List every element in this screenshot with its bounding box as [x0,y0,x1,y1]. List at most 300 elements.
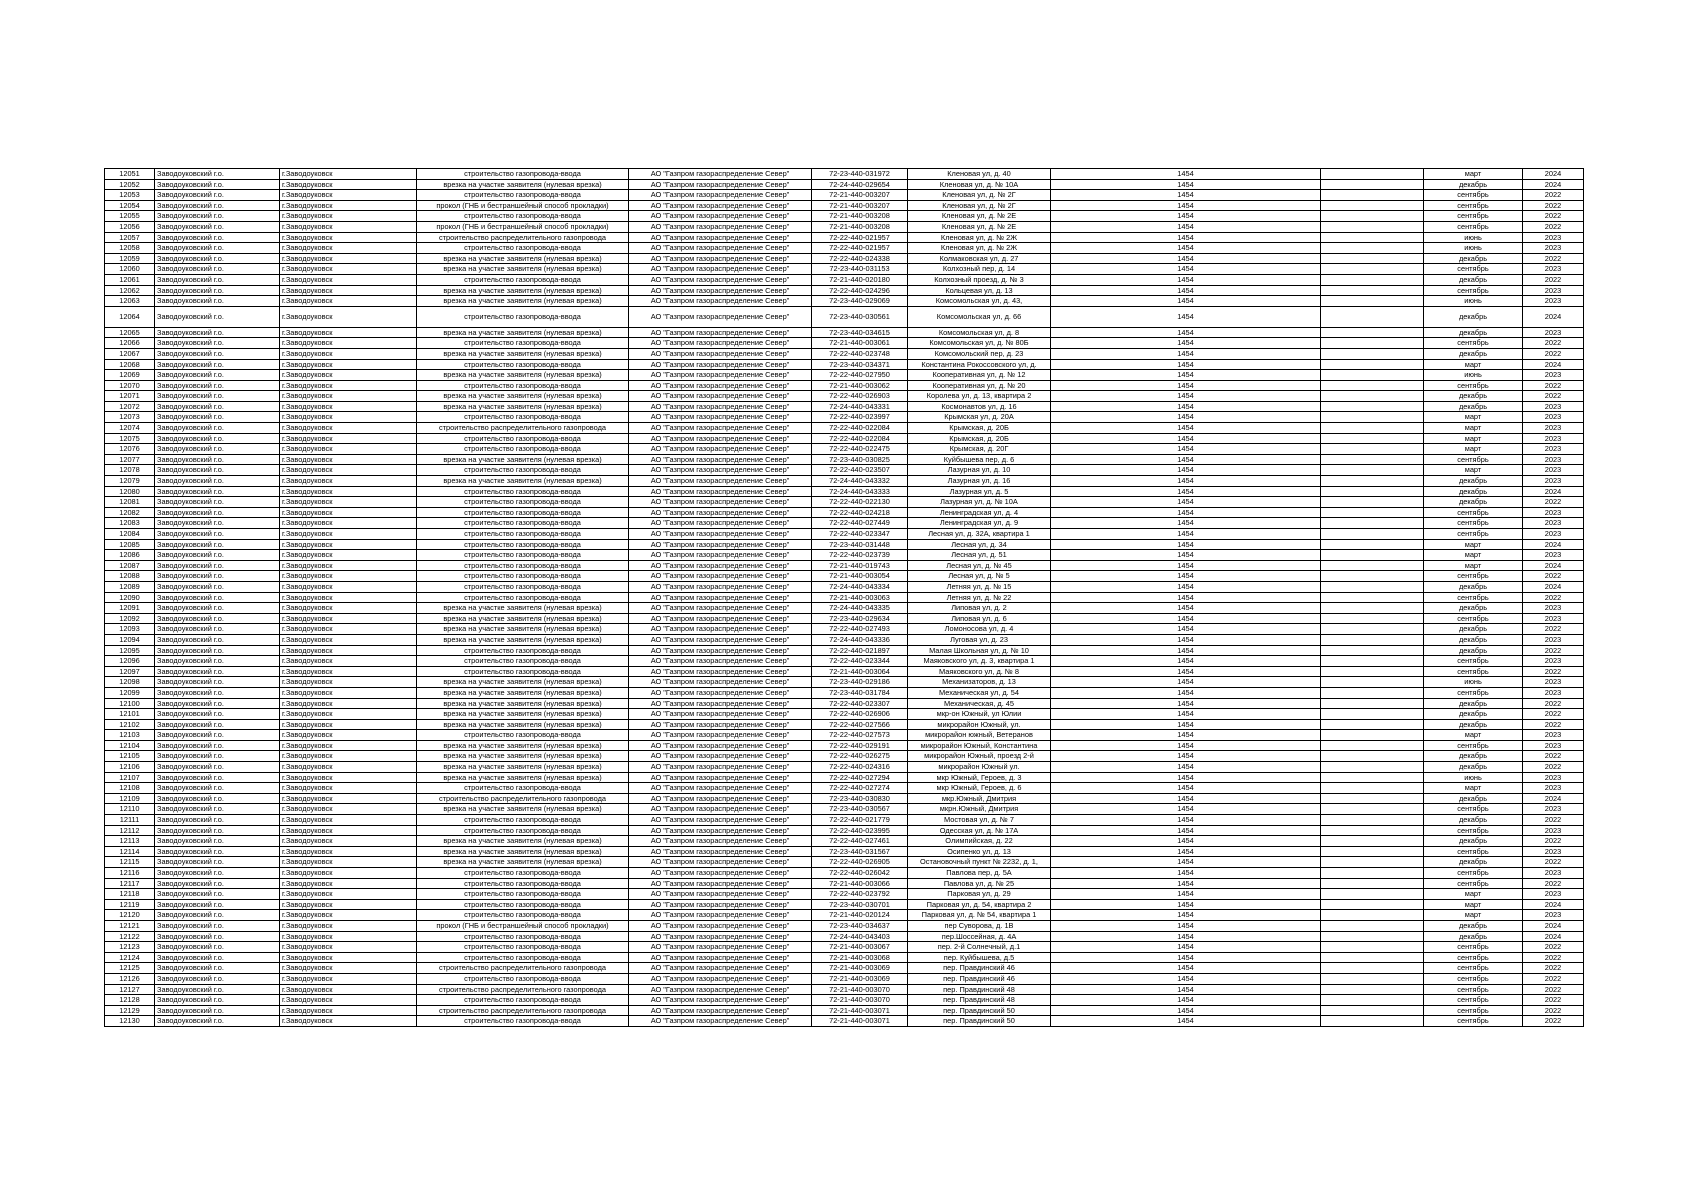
cost-cell: 1454 [1051,581,1321,592]
contract-number-cell: 72-21-440-003070 [812,984,908,995]
year-cell: 2023 [1523,656,1584,667]
work-type-cell: строительство газопровода-ввода [417,952,629,963]
municipality-cell: Заводоуковский г.о. [155,370,280,381]
locality-cell: г.Заводоуковск [280,433,417,444]
month-cell: декабрь [1424,401,1523,412]
locality-cell: г.Заводоуковск [280,995,417,1006]
cost-cell: 1454 [1051,751,1321,762]
contract-number-cell: 72-23-440-029069 [812,296,908,307]
organization-cell: АО "Газпром газораспределение Север" [629,592,812,603]
year-cell: 2023 [1523,687,1584,698]
address-cell: пер. Правдинский 46 [908,963,1051,974]
month-cell: декабрь [1424,306,1523,327]
cost-cell: 1454 [1051,698,1321,709]
municipality-cell: Заводоуковский г.о. [155,529,280,540]
address-cell: Кленовая ул, д. № 2Ж [908,232,1051,243]
empty-cell [1321,592,1424,603]
cost-cell: 1454 [1051,518,1321,529]
row-number-cell: 12095 [105,645,155,656]
locality-cell: г.Заводоуковск [280,169,417,180]
contract-number-cell: 72-21-440-020124 [812,910,908,921]
month-cell: декабрь [1424,603,1523,614]
address-cell: мкр.Южный, Дмитрия [908,793,1051,804]
table-row [105,804,1584,815]
contract-number-cell: 72-21-440-003069 [812,963,908,974]
contract-number-cell: 72-22-440-023748 [812,348,908,359]
year-cell: 2022 [1523,973,1584,984]
contract-number-cell: 72-23-440-034615 [812,327,908,338]
municipality-cell: Заводоуковский г.о. [155,497,280,508]
organization-cell: АО "Газпром газораспределение Север" [629,1005,812,1016]
row-number-cell: 12088 [105,571,155,582]
table-row [105,571,1584,582]
work-type-cell: врезка на участке заявителя (нулевая врезка) [417,179,629,190]
municipality-cell: Заводоуковский г.о. [155,423,280,434]
contract-number-cell: 72-22-440-022084 [812,433,908,444]
work-type-cell: строительство газопровода-ввода [417,444,629,455]
year-cell: 2022 [1523,391,1584,402]
cost-cell: 1454 [1051,973,1321,984]
month-cell: сентябрь [1424,740,1523,751]
contract-number-cell: 72-22-440-026903 [812,391,908,402]
year-cell: 2024 [1523,539,1584,550]
address-cell: пер. Правдинский 48 [908,995,1051,1006]
municipality-cell: Заводоуковский г.о. [155,243,280,254]
row-number-cell: 12085 [105,539,155,550]
table-row [105,783,1584,794]
row-number-cell: 12110 [105,804,155,815]
address-cell: Кооперативная ул, д. № 12 [908,370,1051,381]
cost-cell: 1454 [1051,560,1321,571]
contract-number-cell: 72-21-440-003064 [812,666,908,677]
year-cell: 2023 [1523,804,1584,815]
work-type-cell: врезка на участке заявителя (нулевая врезка) [417,698,629,709]
organization-cell: АО "Газпром газораспределение Север" [629,719,812,730]
work-type-cell: строительство газопровода-ввода [417,783,629,794]
address-cell: Крымская ул, д. 20А [908,412,1051,423]
table-row [105,476,1584,487]
address-cell: Лазурная ул, д. № 10А [908,497,1051,508]
table-row [105,401,1584,412]
organization-cell: АО "Газпром газораспределение Север" [629,952,812,963]
organization-cell: АО "Газпром газораспределение Север" [629,709,812,720]
locality-cell: г.Заводоуковск [280,465,417,476]
address-cell: Кленовая ул, д. № 2Е [908,211,1051,222]
contract-number-cell: 72-21-440-003208 [812,221,908,232]
empty-cell [1321,486,1424,497]
locality-cell: г.Заводоуковск [280,613,417,624]
year-cell: 2023 [1523,518,1584,529]
work-type-cell: строительство газопровода-ввода [417,878,629,889]
month-cell: сентябрь [1424,868,1523,879]
address-cell: Королева ул, д. 13, квартира 2 [908,391,1051,402]
table-row [105,465,1584,476]
row-number-cell: 12060 [105,264,155,275]
address-cell: Комсомольская ул, д. 66 [908,306,1051,327]
work-type-cell: строительство газопровода-ввода [417,910,629,921]
year-cell: 2023 [1523,476,1584,487]
cost-cell: 1454 [1051,613,1321,624]
empty-cell [1321,952,1424,963]
row-number-cell: 12084 [105,529,155,540]
row-number-cell: 12108 [105,783,155,794]
year-cell: 2022 [1523,338,1584,349]
locality-cell: г.Заводоуковск [280,179,417,190]
cost-cell: 1454 [1051,740,1321,751]
cost-cell: 1454 [1051,465,1321,476]
work-type-cell: врезка на участке заявителя (нулевая врезка) [417,772,629,783]
organization-cell: АО "Газпром газораспределение Север" [629,423,812,434]
work-type-cell: врезка на участке заявителя (нулевая врезка) [417,740,629,751]
organization-cell: АО "Газпром газораспределение Север" [629,190,812,201]
cost-cell: 1454 [1051,984,1321,995]
row-number-cell: 12116 [105,868,155,879]
organization-cell: АО "Газпром газораспределение Север" [629,433,812,444]
locality-cell: г.Заводоуковск [280,931,417,942]
year-cell: 2023 [1523,433,1584,444]
contract-number-cell: 72-22-440-023995 [812,825,908,836]
cost-cell: 1454 [1051,772,1321,783]
month-cell: март [1424,433,1523,444]
locality-cell: г.Заводоуковск [280,232,417,243]
contract-number-cell: 72-22-440-027461 [812,836,908,847]
address-cell: микрорайон Южный, ул. [908,719,1051,730]
table-row [105,391,1584,402]
year-cell: 2023 [1523,412,1584,423]
cost-cell: 1454 [1051,783,1321,794]
address-cell: Крымская, д. 20Б [908,423,1051,434]
organization-cell: АО "Газпром газораспределение Север" [629,465,812,476]
address-cell: пер. Куйбышева, д.5 [908,952,1051,963]
locality-cell: г.Заводоуковск [280,698,417,709]
month-cell: март [1424,783,1523,794]
empty-cell [1321,804,1424,815]
month-cell: март [1424,730,1523,741]
organization-cell: АО "Газпром газораспределение Север" [629,285,812,296]
year-cell: 2022 [1523,253,1584,264]
work-type-cell: строительство газопровода-ввода [417,507,629,518]
work-type-cell: строительство газопровода-ввода [417,815,629,826]
empty-cell [1321,306,1424,327]
work-type-cell: строительство газопровода-ввода [417,518,629,529]
year-cell: 2022 [1523,274,1584,285]
municipality-cell: Заводоуковский г.о. [155,454,280,465]
table-row [105,296,1584,307]
row-number-cell: 12103 [105,730,155,741]
year-cell: 2024 [1523,179,1584,190]
table-row [105,232,1584,243]
locality-cell: г.Заводоуковск [280,486,417,497]
empty-cell [1321,868,1424,879]
row-number-cell: 12066 [105,338,155,349]
contract-number-cell: 72-21-440-019743 [812,560,908,571]
cost-cell: 1454 [1051,190,1321,201]
contract-number-cell: 72-23-440-031972 [812,169,908,180]
month-cell: декабрь [1424,486,1523,497]
empty-cell [1321,783,1424,794]
row-number-cell: 12069 [105,370,155,381]
locality-cell: г.Заводоуковск [280,274,417,285]
row-number-cell: 12076 [105,444,155,455]
row-number-cell: 12087 [105,560,155,571]
year-cell: 2023 [1523,910,1584,921]
table-row [105,539,1584,550]
municipality-cell: Заводоуковский г.о. [155,1016,280,1027]
municipality-cell: Заводоуковский г.о. [155,221,280,232]
organization-cell: АО "Газпром газораспределение Север" [629,221,812,232]
month-cell: март [1424,539,1523,550]
empty-cell [1321,730,1424,741]
locality-cell: г.Заводоуковск [280,359,417,370]
empty-cell [1321,581,1424,592]
row-number-cell: 12058 [105,243,155,254]
address-cell: мкр Южный, Героев, д. 6 [908,783,1051,794]
address-cell: Лесная ул, д. 34 [908,539,1051,550]
year-cell: 2022 [1523,200,1584,211]
municipality-cell: Заводоуковский г.о. [155,772,280,783]
organization-cell: АО "Газпром газораспределение Север" [629,687,812,698]
address-cell: Колмаковская ул, д. 27 [908,253,1051,264]
locality-cell: г.Заводоуковск [280,910,417,921]
organization-cell: АО "Газпром газораспределение Север" [629,211,812,222]
month-cell: сентябрь [1424,221,1523,232]
locality-cell: г.Заводоуковск [280,963,417,974]
municipality-cell: Заводоуковский г.о. [155,190,280,201]
organization-cell: АО "Газпром газораспределение Север" [629,656,812,667]
month-cell: сентябрь [1424,200,1523,211]
empty-cell [1321,762,1424,773]
municipality-cell: Заводоуковский г.о. [155,973,280,984]
organization-cell: АО "Газпром газораспределение Север" [629,550,812,561]
month-cell: декабрь [1424,624,1523,635]
year-cell: 2023 [1523,327,1584,338]
work-type-cell: врезка на участке заявителя (нулевая врезка) [417,370,629,381]
row-number-cell: 12129 [105,1005,155,1016]
municipality-cell: Заводоуковский г.о. [155,624,280,635]
month-cell: декабрь [1424,719,1523,730]
month-cell: декабрь [1424,762,1523,773]
empty-cell [1321,857,1424,868]
address-cell: Кольцевая ул, д. 13 [908,285,1051,296]
organization-cell: АО "Газпром газораспределение Север" [629,179,812,190]
address-cell: пер. Правдинский 50 [908,1016,1051,1027]
organization-cell: АО "Газпром газораспределение Север" [629,645,812,656]
address-cell: пер. Правдинский 46 [908,973,1051,984]
address-cell: Крымская, д. 20Г [908,444,1051,455]
empty-cell [1321,401,1424,412]
empty-cell [1321,751,1424,762]
organization-cell: АО "Газпром газораспределение Север" [629,751,812,762]
address-cell: Ломоносова ул, д. 4 [908,624,1051,635]
row-number-cell: 12104 [105,740,155,751]
year-cell: 2022 [1523,221,1584,232]
row-number-cell: 12120 [105,910,155,921]
month-cell: сентябрь [1424,666,1523,677]
locality-cell: г.Заводоуковск [280,380,417,391]
year-cell: 2023 [1523,370,1584,381]
empty-cell [1321,200,1424,211]
address-cell: Кленовая ул, д. № 2Г [908,200,1051,211]
month-cell: сентябрь [1424,507,1523,518]
empty-cell [1321,889,1424,900]
municipality-cell: Заводоуковский г.о. [155,984,280,995]
row-number-cell: 12063 [105,296,155,307]
address-cell: Ленинградская ул, д. 4 [908,507,1051,518]
locality-cell: г.Заводоуковск [280,730,417,741]
row-number-cell: 12068 [105,359,155,370]
empty-cell [1321,910,1424,921]
address-cell: Лазурная ул, д. 10 [908,465,1051,476]
cost-cell: 1454 [1051,169,1321,180]
work-type-cell: прокол (ГНБ и бестраншейный способ прокладки) [417,221,629,232]
work-type-cell: врезка на участке заявителя (нулевая врезка) [417,762,629,773]
table-row [105,550,1584,561]
row-number-cell: 12086 [105,550,155,561]
table-row [105,995,1584,1006]
year-cell: 2024 [1523,793,1584,804]
municipality-cell: Заводоуковский г.о. [155,889,280,900]
year-cell: 2023 [1523,740,1584,751]
table-row [105,486,1584,497]
cost-cell: 1454 [1051,296,1321,307]
table-row [105,179,1584,190]
cost-cell: 1454 [1051,380,1321,391]
address-cell: Кленовая ул, д. № 2Е [908,221,1051,232]
empty-cell [1321,740,1424,751]
cost-cell: 1454 [1051,677,1321,688]
month-cell: декабрь [1424,857,1523,868]
table-row [105,592,1584,603]
address-cell: пер. Правдинский 50 [908,1005,1051,1016]
row-number-cell: 12105 [105,751,155,762]
empty-cell [1321,550,1424,561]
table-row [105,454,1584,465]
cost-cell: 1454 [1051,571,1321,582]
contract-number-cell: 72-22-440-024338 [812,253,908,264]
work-type-cell: строительство газопровода-ввода [417,1016,629,1027]
row-number-cell: 12091 [105,603,155,614]
year-cell: 2022 [1523,952,1584,963]
row-number-cell: 12126 [105,973,155,984]
address-cell: микрорайон Южный, проезд 2-й [908,751,1051,762]
empty-cell [1321,190,1424,201]
organization-cell: АО "Газпром газораспределение Север" [629,454,812,465]
month-cell: март [1424,412,1523,423]
month-cell: сентябрь [1424,1005,1523,1016]
organization-cell: АО "Газпром газораспределение Север" [629,348,812,359]
cost-cell: 1454 [1051,539,1321,550]
organization-cell: АО "Газпром газораспределение Север" [629,476,812,487]
municipality-cell: Заводоуковский г.о. [155,942,280,953]
empty-cell [1321,348,1424,359]
address-cell: Маяковского ул, д. № 8 [908,666,1051,677]
month-cell: сентябрь [1424,264,1523,275]
table-row [105,274,1584,285]
cost-cell: 1454 [1051,454,1321,465]
empty-cell [1321,529,1424,540]
empty-cell [1321,221,1424,232]
year-cell: 2022 [1523,984,1584,995]
year-cell: 2022 [1523,348,1584,359]
organization-cell: АО "Газпром газораспределение Север" [629,804,812,815]
cost-cell: 1454 [1051,285,1321,296]
locality-cell: г.Заводоуковск [280,1005,417,1016]
month-cell: декабрь [1424,931,1523,942]
year-cell: 2023 [1523,507,1584,518]
locality-cell: г.Заводоуковск [280,338,417,349]
table-row [105,200,1584,211]
table-row [105,878,1584,889]
row-number-cell: 12073 [105,412,155,423]
organization-cell: АО "Газпром газораспределение Север" [629,783,812,794]
contract-number-cell: 72-22-440-022084 [812,423,908,434]
contract-number-cell: 72-22-440-022475 [812,444,908,455]
empty-cell [1321,1005,1424,1016]
municipality-cell: Заводоуковский г.о. [155,645,280,656]
year-cell: 2023 [1523,285,1584,296]
row-number-cell: 12056 [105,221,155,232]
municipality-cell: Заводоуковский г.о. [155,476,280,487]
locality-cell: г.Заводоуковск [280,942,417,953]
year-cell: 2023 [1523,603,1584,614]
address-cell: Константина Рокоссовского ул, д. [908,359,1051,370]
work-type-cell: строительство распределительного газопровода [417,963,629,974]
work-type-cell: строительство газопровода-ввода [417,306,629,327]
row-number-cell: 12111 [105,815,155,826]
table-row [105,221,1584,232]
address-cell: мкр-он Южный, ул Юлии [908,709,1051,720]
month-cell: сентябрь [1424,825,1523,836]
municipality-cell: Заводоуковский г.о. [155,804,280,815]
empty-cell [1321,995,1424,1006]
locality-cell: г.Заводоуковск [280,740,417,751]
year-cell: 2022 [1523,942,1584,953]
organization-cell: АО "Газпром газораспределение Север" [629,560,812,571]
work-type-cell: строительство газопровода-ввода [417,359,629,370]
contract-number-cell: 72-21-440-003207 [812,200,908,211]
table-row [105,846,1584,857]
row-number-cell: 12070 [105,380,155,391]
cost-cell: 1454 [1051,645,1321,656]
municipality-cell: Заводоуковский г.о. [155,603,280,614]
organization-cell: АО "Газпром газораспределение Север" [629,253,812,264]
organization-cell: АО "Газпром газораспределение Север" [629,666,812,677]
work-type-cell: врезка на участке заявителя (нулевая врезка) [417,285,629,296]
month-cell: сентябрь [1424,592,1523,603]
empty-cell [1321,211,1424,222]
address-cell: Крымская, д. 20Б [908,433,1051,444]
cost-cell: 1454 [1051,920,1321,931]
table-row [105,1005,1584,1016]
month-cell: июнь [1424,772,1523,783]
work-type-cell: строительство газопровода-ввода [417,868,629,879]
year-cell: 2023 [1523,677,1584,688]
locality-cell: г.Заводоуковск [280,444,417,455]
table-row [105,984,1584,995]
work-type-cell: прокол (ГНБ и бестраншейный способ прокладки) [417,200,629,211]
empty-cell [1321,613,1424,624]
organization-cell: АО "Газпром газораспределение Север" [629,169,812,180]
municipality-cell: Заводоуковский г.о. [155,910,280,921]
municipality-cell: Заводоуковский г.о. [155,899,280,910]
municipality-cell: Заводоуковский г.о. [155,433,280,444]
work-type-cell: врезка на участке заявителя (нулевая врезка) [417,264,629,275]
contract-number-cell: 72-21-440-003069 [812,973,908,984]
organization-cell: АО "Газпром газораспределение Север" [629,571,812,582]
year-cell: 2024 [1523,581,1584,592]
empty-cell [1321,793,1424,804]
table-row [105,423,1584,434]
